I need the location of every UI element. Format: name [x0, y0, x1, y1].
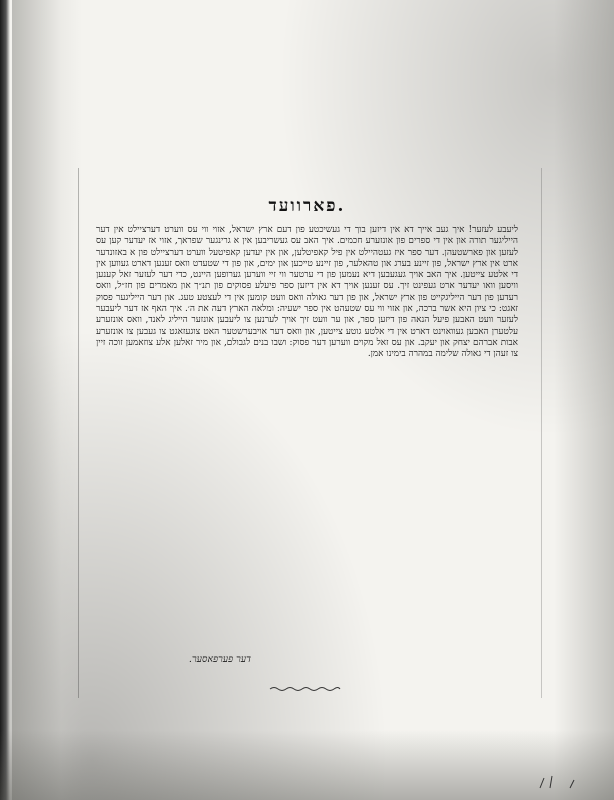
scan-shadow-left	[12, 0, 82, 800]
scan-shadow-right	[554, 0, 614, 800]
author-signature: דער פערפאסער.	[188, 654, 252, 665]
body-text: ליעבע לעזער! איך געב אייך דא אין דיזען בוך די געשיכטע פון דעם ארץ ישראל, אזוי ווי עס ווערט דערציילט אין דער הייליגער תורה און אין די ספרים פון אונזערע חכמים. איך האב עס געשריבען אין א גרינגער שפראך, אזוי אז יעדער קען עס לעזען און פארשטעהן. דער ספר איז געטהיילט אין פיל קאפיטלען, און אין יעדען קאפיטעל ווערט דערציילט פון א באזונדער ארט אין ארץ ישראל, פון זיינע בערג און טהאלער, פון זיינע טייכען און ימים, און פון די שטעדט וואס זענען דארט געווען אין די אלטע צייטען. איך האב אויך געגעבען דיא נעמען פון די ערטער ווי זיי ווערען גערופען היינט, כדי דער לעזער זאל קענען וויסען וואו יעדער ארט געפינט זיך. עס זענען אויך דא אין דיזען ספר פיעלע פסוקים פון תנ״ך און מאמרים פון חז״ל, וואס רעדען פון דער הייליגקייט פון ארץ ישראל, און פון דער גאולה וואס וועט קומען אין די לעצטע טעג. און דער הייליגער פסוק זאגט: כי ציון היא אשר ברכה, און אזוי ווי עס שטעהט אין ספר ישעיה: ומלאה הארץ דעה את ה׳. איך האף אז דער ליעבער לעזער וועט האבען פיעל הנאה פון דיזען ספר, און ער וועט זיך אויך לערנען צו ליעבען אונזער הייליג לאנד, וואס אונזערע עלטערן האבען געוואוינט דארט אין די אלטע גוטע צייטען, און וואס דער אויבערשטער האט צוגעזאגט צו געבען צו אונזערע אבות אברהם יצחק און יעקב. און עס זאל מקוים ווערען דער פסוק: ושבו בנים לגבולם, און מיר זאלען אלע צוזאמען זוכה זיין צו זעהן די גאולה שלימה במהרה בימינו אמן.	[96, 225, 518, 360]
scan-left-edge	[0, 0, 10, 800]
page-corner-marks	[530, 760, 590, 790]
page-title: פארוועד.	[268, 196, 346, 216]
scan-shadow-bottom	[0, 730, 614, 800]
ornamental-divider	[268, 686, 342, 692]
body-paragraph	[96, 225, 518, 361]
